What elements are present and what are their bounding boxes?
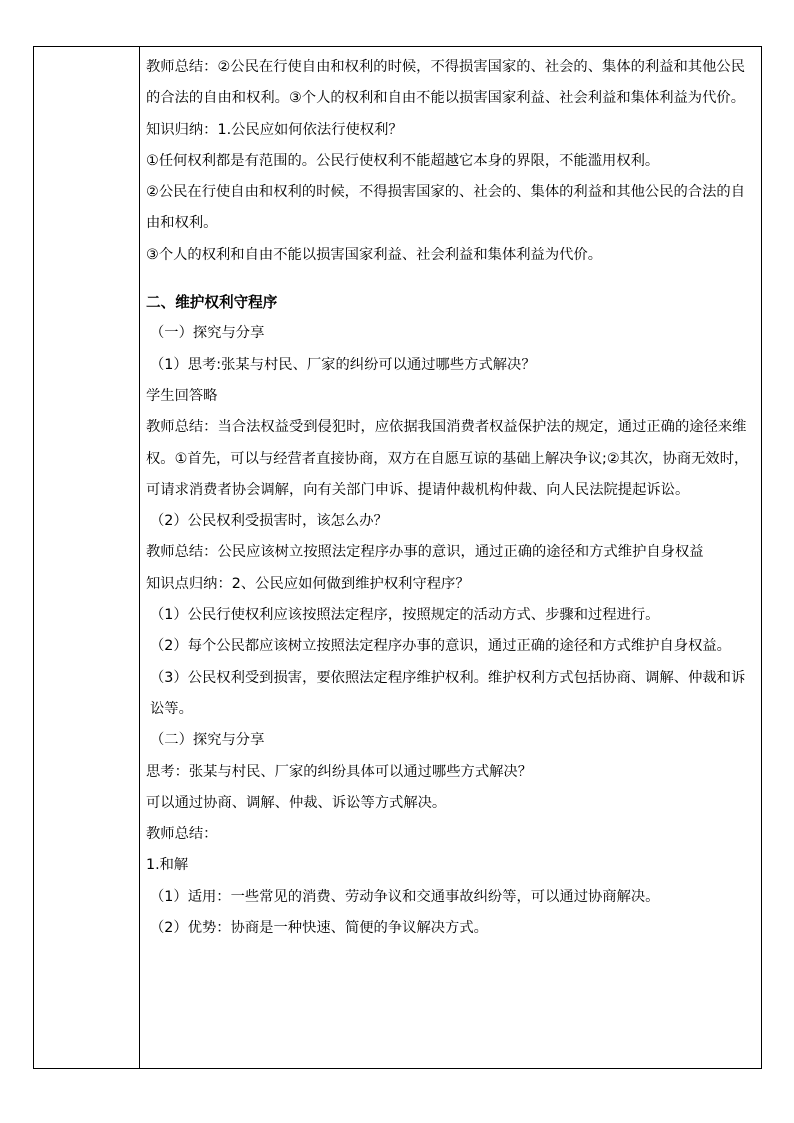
- paragraph-point-1: ①任何权利都是有范围的。公民行使权利不能超越它本身的界限，不能滥用权利。: [146, 152, 660, 169]
- answer-3: 可以通过协商、调解、仲裁、诉讼等方式解决。: [146, 794, 447, 811]
- paragraph-knowledge-2: 知识点归纳：2、公民应如何做到维护权利守程序？: [146, 575, 470, 592]
- paragraph-teacher-summary-1: 教师总结：②公民在行使自由和权利的时候，不得损害国家的、社会的、集体的利益和其他公民的合法的自由和权利。③个人的权利和自由不能以损害国家利益、社会利益和集体利益为代价。: [146, 59, 745, 107]
- knowledge-item-1: （1）公民行使权利应该按照法定程序，按照规定的活动方式、步骤和过程进行。: [150, 607, 660, 624]
- paragraph-knowledge-1: 知识归纳：1.公民应如何依法行使权利？: [146, 121, 403, 138]
- paragraph-teacher-summary-2: 教师总结：当合法权益受到侵犯时，应依据我国消费者权益保护法的规定，通过正确的途径来维权。①首先，可以与经营者直接协商，双方在自愿互谅的基础上解决争议;②其次，协商无效时，可请求消费者协会调解，向有关部门申诉、提请仲裁机构仲裁、向人民法院提起诉讼。: [146, 419, 749, 498]
- table-left-column: [34, 47, 140, 1068]
- student-answer: 学生回答略: [146, 387, 218, 404]
- question-1: （1）思考:张某与村民、厂家的纠纷可以通过哪些方式解决？: [150, 356, 536, 373]
- heading-reconciliation: 1.和解: [146, 857, 189, 874]
- knowledge-item-2: （2）每个公民都应该树立按照法定程序办事的意识，通过正确的途径和方式维护自身权益。: [150, 638, 731, 655]
- paragraph-point-3: ③个人的权利和自由不能以损害国家利益、社会利益和集体利益为代价。: [146, 246, 603, 263]
- section-heading: 二、维护权利守程序: [146, 294, 278, 312]
- knowledge-item-3: （3）公民权利受到损害，要依照法定程序维护权利。维护权利方式包括协商、调解、仲裁和诉讼等。: [150, 669, 746, 717]
- section-spacer: [146, 271, 755, 287]
- reconciliation-item-1: （1）适用：一些常见的消费、劳动争议和交通事故纠纷等，可以通过协商解决。: [150, 888, 660, 905]
- subsection-explore-2: （二）探究与分享: [150, 732, 265, 749]
- paragraph-teacher-summary-3: 教师总结：公民应该树立按照法定程序办事的意识，通过正确的途径和方式维护自身权益: [146, 544, 704, 561]
- table-content-column: [140, 47, 761, 1068]
- lesson-table: [33, 46, 762, 1069]
- paragraph-point-2: ②公民在行使自由和权利的时候，不得损害国家的、社会的、集体的利益和其他公民的合法的自由和权利。: [146, 184, 745, 232]
- question-2: （2）公民权利受损害时，该怎么办？: [150, 513, 388, 530]
- reconciliation-item-2: （2）优势：协商是一种快速、简便的争议解决方式。: [150, 920, 488, 937]
- question-3: 思考：张某与村民、厂家的纠纷具体可以通过哪些方式解决？: [146, 763, 533, 780]
- subsection-explore-1: （一）探究与分享: [150, 325, 265, 342]
- teacher-summary-label: 教师总结：: [146, 826, 218, 843]
